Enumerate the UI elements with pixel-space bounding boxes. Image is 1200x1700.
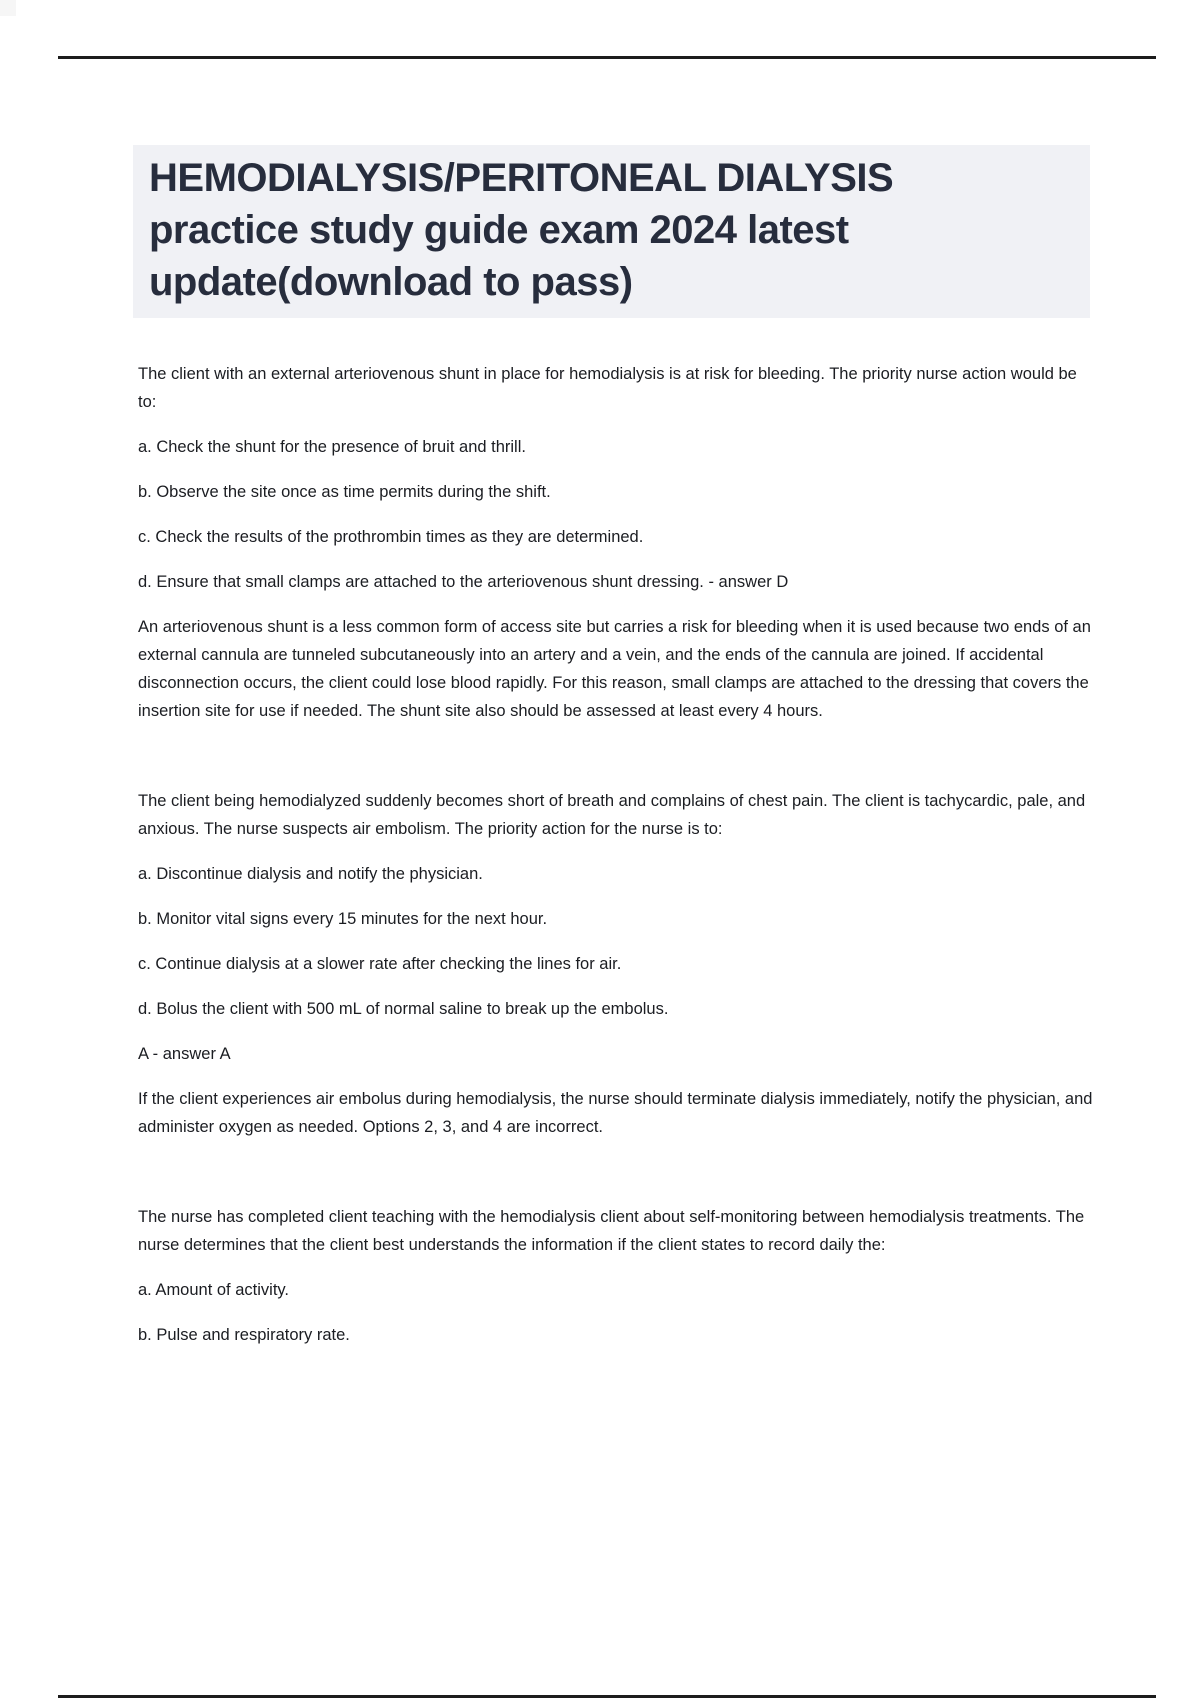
- answer-option: a. Discontinue dialysis and notify the physician.: [138, 865, 483, 883]
- section-gap: [138, 1158, 1096, 1203]
- question-stem: The nurse has completed client teaching with the hemodialysis client about self-monitoring between hemodialysis treatments. The nurse determines that the client best understands the information if the client states to record daily the:: [138, 1208, 1085, 1254]
- bottom-horizontal-rule: [58, 1695, 1156, 1698]
- title-line-3: update(download to pass): [149, 260, 633, 304]
- document-title: [133, 145, 1090, 318]
- answer-option: a. Check the shunt for the presence of bruit and thrill.: [138, 438, 526, 456]
- answer-option: c. Continue dialysis at a slower rate after checking the lines for air.: [138, 955, 622, 973]
- corner-artifact: [0, 0, 16, 16]
- answer-option: c. Check the results of the prothrombin times as they are determined.: [138, 528, 644, 546]
- answer-option: a. Amount of activity.: [138, 1281, 290, 1299]
- answer-line: A - answer A: [138, 1045, 231, 1063]
- question-stem: The client being hemodialyzed suddenly becomes short of breath and complains of chest pain. The client is tachycardic, pale, and anxious. The nurse suspects air embolism. The priority action for the nurse is to:: [138, 792, 1086, 838]
- top-horizontal-rule: [58, 56, 1156, 59]
- document-body: [138, 360, 1096, 1366]
- section-gap: [138, 742, 1096, 787]
- question-stem: The client with an external arteriovenous shunt in place for hemodialysis is at risk for bleeding. The priority nurse action would be to:: [138, 365, 1077, 411]
- answer-option: b. Monitor vital signs every 15 minutes for the next hour.: [138, 910, 548, 928]
- explanation-paragraph: If the client experiences air embolus during hemodialysis, the nurse should terminate dialysis immediately, notify the physician, and administer oxygen as needed. Options 2, 3, and 4 are incorrect.: [138, 1090, 1093, 1136]
- answer-option: d. Bolus the client with 500 mL of normal saline to break up the embolus.: [138, 1000, 669, 1018]
- title-line-2: practice study guide exam 2024 latest: [149, 208, 849, 252]
- answer-option: d. Ensure that small clamps are attached to the arteriovenous shunt dressing. - answer D: [138, 573, 789, 591]
- explanation-paragraph: An arteriovenous shunt is a less common form of access site but carries a risk for bleeding when it is used because two ends of an external cannula are tunneled subcutaneously into an artery and a vein, and the ends of the cannula are joined. If accidental disconnection occurs, the client could lose blood rapidly. For this reason, small clamps are attached to the dressing that covers the insertion site for use if needed. The shunt site also should be assessed at least every 4 hours.: [138, 618, 1091, 720]
- answer-option: b. Pulse and respiratory rate.: [138, 1326, 350, 1344]
- title-line-1: HEMODIALYSIS/PERITONEAL DIALYSIS: [149, 156, 894, 200]
- answer-option: b. Observe the site once as time permits during the shift.: [138, 483, 551, 501]
